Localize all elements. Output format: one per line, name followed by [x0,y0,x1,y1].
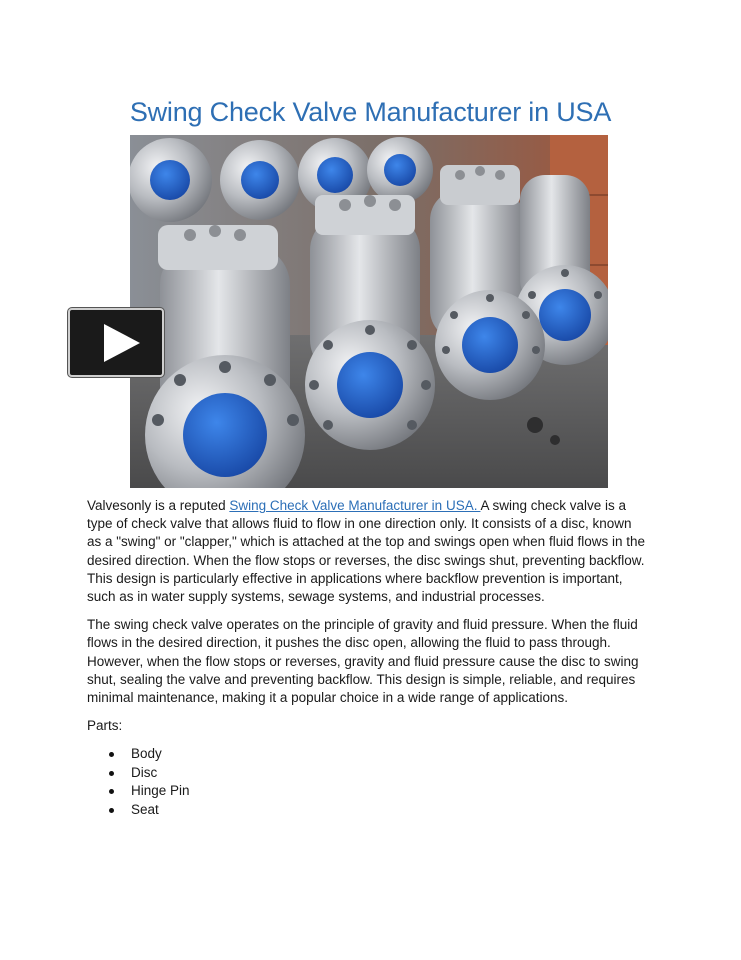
operation-paragraph: The swing check valve operates on the principle of gravity and fluid pressure. When the fluid flows in the desired direction, it pushes the disc open, allowing the fluid to pass through. However, when the flow stops or reverses, gravity and fluid pressure cause the disc to swing shut, sealing the valve and preventing backflow. This design is simple, reliable, and requires minimal maintenance, making it a popular choice in a wide range of applications. [87,617,639,706]
play-icon [104,324,140,362]
intro-paragraph [87,497,649,606]
bullet-icon [109,771,114,776]
list-item-label: Seat [131,801,159,817]
video-play-button[interactable] [68,308,164,377]
parts-label: Parts: [87,718,123,734]
list-item-label: Body [131,746,162,762]
list-item [131,764,649,783]
list-item [131,782,649,801]
bullet-icon [109,752,114,757]
list-item-label: Disc [131,764,158,780]
list-item-label: Hinge Pin [131,783,190,799]
valves-photo [130,135,608,488]
bullet-icon [109,808,114,813]
parts-list [87,745,649,819]
article-body [87,497,649,819]
intro-text: Valvesonly is a reputed [87,498,230,513]
list-item [131,745,649,764]
page-title: Swing Check Valve Manufacturer in USA [129,97,612,127]
list-item [131,801,649,820]
intro-text-continued: A swing check valve is a type of check valve that allows fluid to flow in one direction only. It consists of a disc, known as a "swing" or "clapper," which is attached at the top and swings open when fluid flows in the desired direction. When the flow stops or reverses, the disc swings shut, preventing backflow. This design is particularly effective in applications where backflow prevention is important, such as in water supply systems, sewage systems, and industrial processes. [87,498,645,605]
manufacturer-link[interactable]: Swing Check Valve Manufacturer in USA. [229,498,481,513]
bullet-icon [109,789,114,794]
